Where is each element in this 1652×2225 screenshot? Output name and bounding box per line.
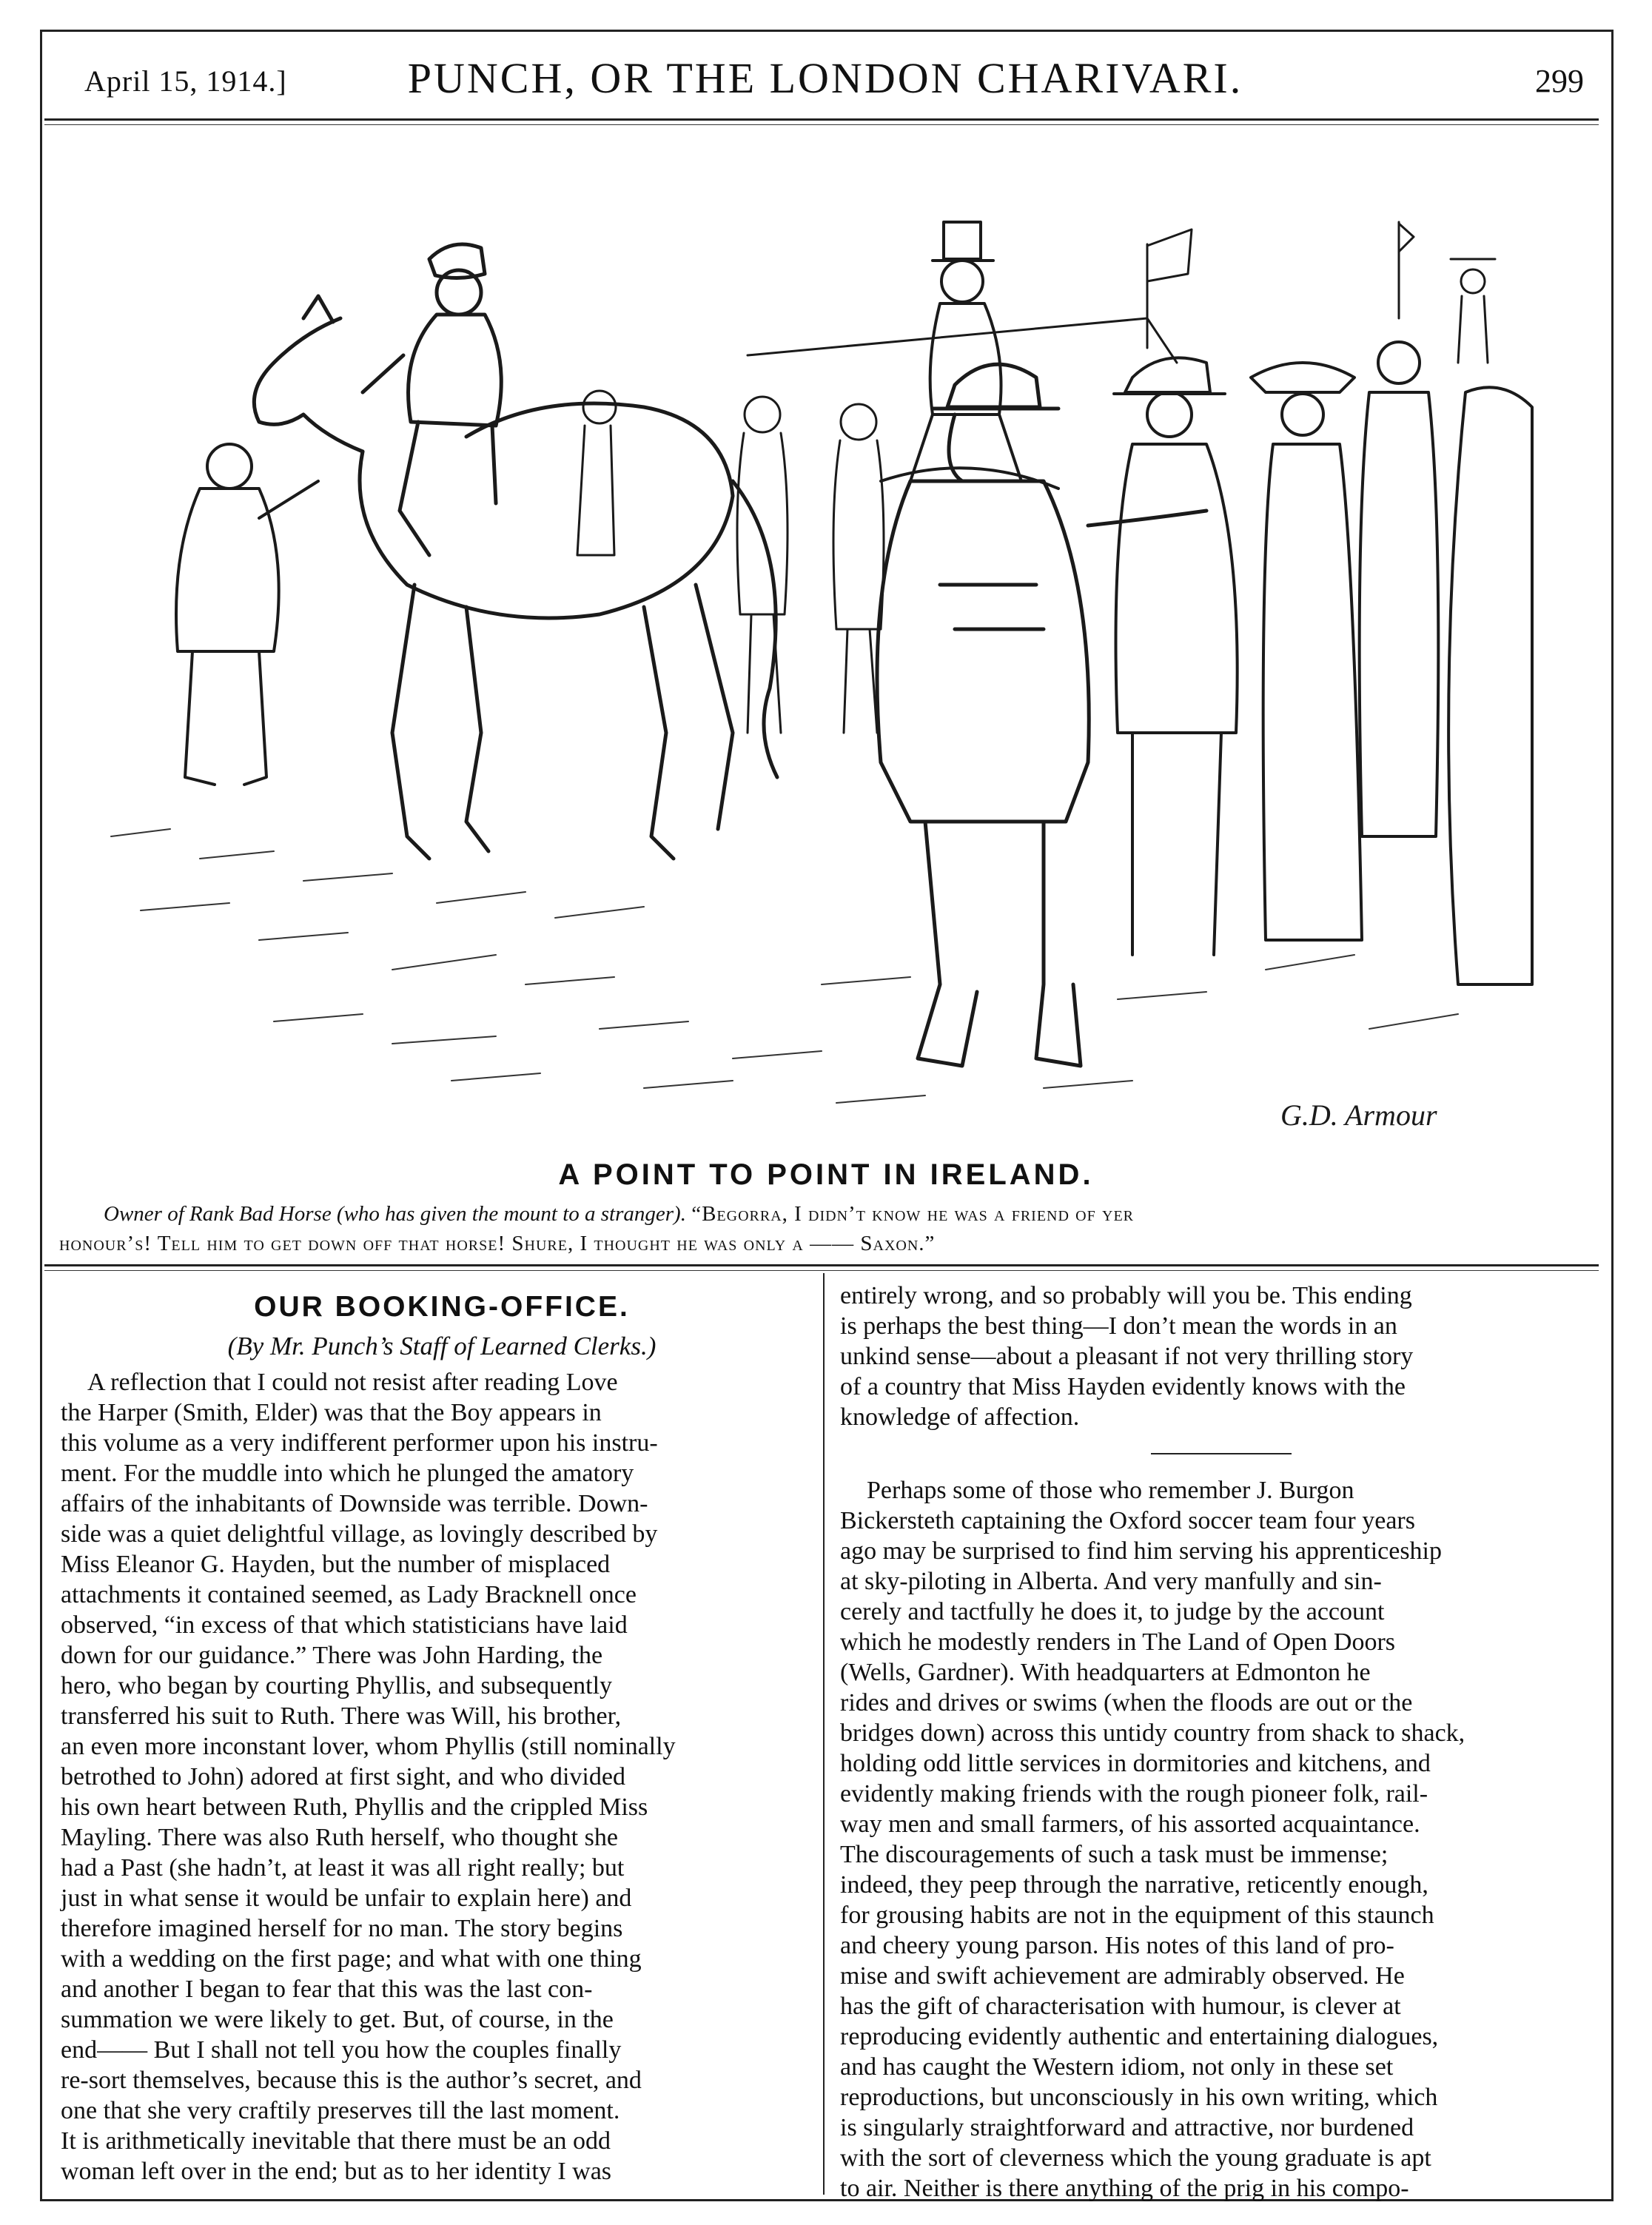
- text-line: betrothed to John) adored at first sight, and who divided: [61, 1763, 625, 1791]
- page-number: 299: [1535, 63, 1584, 99]
- text-line: and has caught the Western idiom, not only in these set: [840, 2053, 1394, 2081]
- caption-lead: Owner of Rank Bad Horse (who has given the mount to a stranger).: [104, 1202, 686, 1226]
- text-line: an even more inconstant lover, whom Phyllis (still nominally: [61, 1733, 676, 1760]
- text-line: is singularly straightforward and attractive, nor burdened: [840, 2114, 1414, 2141]
- text-line: down for our guidance.” There was John Harding, the: [61, 1642, 603, 1669]
- text-line: A reflection that I could not resist after reading Love: [87, 1369, 618, 1396]
- text-line: transferred his suit to Ruth. There was Will, his brother,: [61, 1702, 622, 1730]
- text-line: for grousing habits are not in the equipment of this staunch: [840, 1902, 1434, 1929]
- text-line: holding odd little services in dormitories and kitchens, and: [840, 1750, 1431, 1777]
- text-line: affairs of the inhabitants of Downside was terrible. Down-: [61, 1490, 648, 1517]
- text-line: It is arithmetically inevitable that there must be an odd: [61, 2127, 611, 2155]
- text-line: ment. For the muddle into which he plunged the amatory: [61, 1460, 634, 1487]
- text-line: evidently making friends with the rough pioneer folk, rail-: [840, 1780, 1428, 1808]
- text-line: the Harper (Smith, Elder) was that the Boy appears in: [61, 1399, 602, 1426]
- artist-signature: G.D. Armour: [1280, 1098, 1437, 1132]
- caption-quote-1: “Begorra, I didn’t know he was a friend of yer: [691, 1202, 1134, 1226]
- text-line: mise and swift achievement are admirably observed. He: [840, 1962, 1405, 1990]
- text-line: side was a quiet delightful village, as lovingly described by: [61, 1520, 658, 1548]
- text-line: with the sort of cleverness which the young graduate is apt: [840, 2144, 1431, 2172]
- text-line: cerely and tactfully he does it, to judge by the account: [840, 1598, 1385, 1625]
- text-line: hero, who began by courting Phyllis, and subsequently: [61, 1672, 613, 1699]
- text-line: entirely wrong, and so probably will you be. This ending: [840, 1282, 1412, 1309]
- text-line: knowledge of affection.: [840, 1403, 1080, 1431]
- publication-title: PUNCH, OR THE LONDON CHARIVARI.: [407, 54, 1243, 102]
- cartoon-illustration: [81, 170, 1539, 1147]
- text-line: (Wells, Gardner). With headquarters at Edmonton he: [840, 1659, 1371, 1686]
- review-separator: [1151, 1453, 1292, 1454]
- text-line: of a country that Miss Hayden evidently knows with the: [840, 1373, 1406, 1400]
- text-line: summation we were likely to get. But, of course, in the: [61, 2006, 614, 2033]
- text-line: rides and drives or swims (when the floods are out or the: [840, 1689, 1413, 1716]
- text-line: attachments it contained seemed, as Lady Bracknell once: [61, 1581, 637, 1608]
- caption-quote-2: honour’s! Tell him to get down off that horse! Shure, I thought he was only a —— Saxon.”: [59, 1232, 936, 1255]
- text-line: indeed, they peep through the narrative, reticently enough,: [840, 1871, 1428, 1899]
- text-line: reproducing evidently authentic and entertaining dialogues,: [840, 2023, 1439, 2050]
- text-line: re-sort themselves, because this is the author’s secret, and: [61, 2067, 642, 2094]
- text-line: just in what sense it would be unfair to explain here) and: [61, 1885, 632, 1912]
- text-line: his own heart between Ruth, Phyllis and the crippled Miss: [61, 1793, 648, 1821]
- text-line: had a Past (she hadn’t, at least it was all right really; but: [61, 1854, 625, 1882]
- text-line: observed, “in excess of that which statisticians have laid: [61, 1611, 628, 1639]
- cartoon-caption: [59, 1199, 1584, 1229]
- masthead: [52, 46, 1599, 113]
- review-love-the-harper: [61, 1367, 823, 2187]
- text-line: has the gift of characterisation with humour, is clever at: [840, 1993, 1401, 2020]
- text-line: therefore imagined herself for no man. The story begins: [61, 1915, 623, 1942]
- article-subtitle: (By Mr. Punch’s Staff of Learned Clerks.): [227, 1332, 657, 1360]
- text-line: way men and small farmers, of his assorted acquaintance.: [840, 1810, 1420, 1838]
- text-line: which he modestly renders in The Land of Open Doors: [840, 1628, 1396, 1656]
- text-line: and another I began to fear that this was the last con-: [61, 1976, 593, 2003]
- article-column-1: [61, 1284, 823, 2187]
- section-rule-thin: [44, 1270, 1599, 1271]
- text-line: Mayling. There was also Ruth herself, who thought she: [61, 1824, 618, 1851]
- text-line: is perhaps the best thing—I don’t mean the words in an: [840, 1312, 1397, 1340]
- text-line: The discouragements of such a task must be immense;: [840, 1841, 1389, 1868]
- text-line: to air. Neither is there anything of the prig in his compo-: [840, 2175, 1409, 2202]
- section-rule: [44, 1264, 1599, 1266]
- column-divider: [823, 1273, 825, 2195]
- text-line: Miss Eleanor G. Hayden, but the number of misplaced: [61, 1551, 611, 1578]
- text-line: woman left over in the end; but as to her identity I was: [61, 2158, 612, 2185]
- text-line: Perhaps some of those who remember J. Burgon: [867, 1477, 1354, 1504]
- article-column-2: [840, 1281, 1602, 2204]
- text-line: at sky-piloting in Alberta. And very manfully and sin-: [840, 1568, 1382, 1595]
- text-line: with a wedding on the first page; and what with one thing: [61, 1945, 642, 1973]
- text-line: this volume as a very indifferent performer upon his instru-: [61, 1429, 658, 1457]
- text-line: one that she very craftily preserves till the last moment.: [61, 2097, 620, 2124]
- text-line: end—— But I shall not tell you how the couples finally: [61, 2036, 622, 2064]
- text-line: bridges down) across this untidy country from shack to shack,: [840, 1719, 1465, 1747]
- header-rule-thin: [44, 124, 1599, 125]
- issue-date: April 15, 1914.]: [84, 64, 287, 98]
- review-love-the-harper-end: [840, 1281, 1602, 1432]
- text-line: unkind sense—about a pleasant if not very thrilling story: [840, 1343, 1414, 1370]
- cartoon-caption-line2: [59, 1229, 1584, 1258]
- header-rule: [44, 118, 1599, 121]
- text-line: reproductions, but unconsciously in his own writing, which: [840, 2084, 1438, 2111]
- text-line: ago may be surprised to find him serving his apprenticeship: [840, 1537, 1442, 1565]
- review-land-of-open-doors: [840, 1475, 1602, 2204]
- cartoon-title: A POINT TO POINT IN IRELAND.: [558, 1158, 1094, 1191]
- text-line: and cheery young parson. His notes of this land of pro-: [840, 1932, 1394, 1959]
- text-line: Bickersteth captaining the Oxford soccer team four years: [840, 1507, 1415, 1534]
- article-title: OUR BOOKING-OFFICE.: [254, 1291, 630, 1323]
